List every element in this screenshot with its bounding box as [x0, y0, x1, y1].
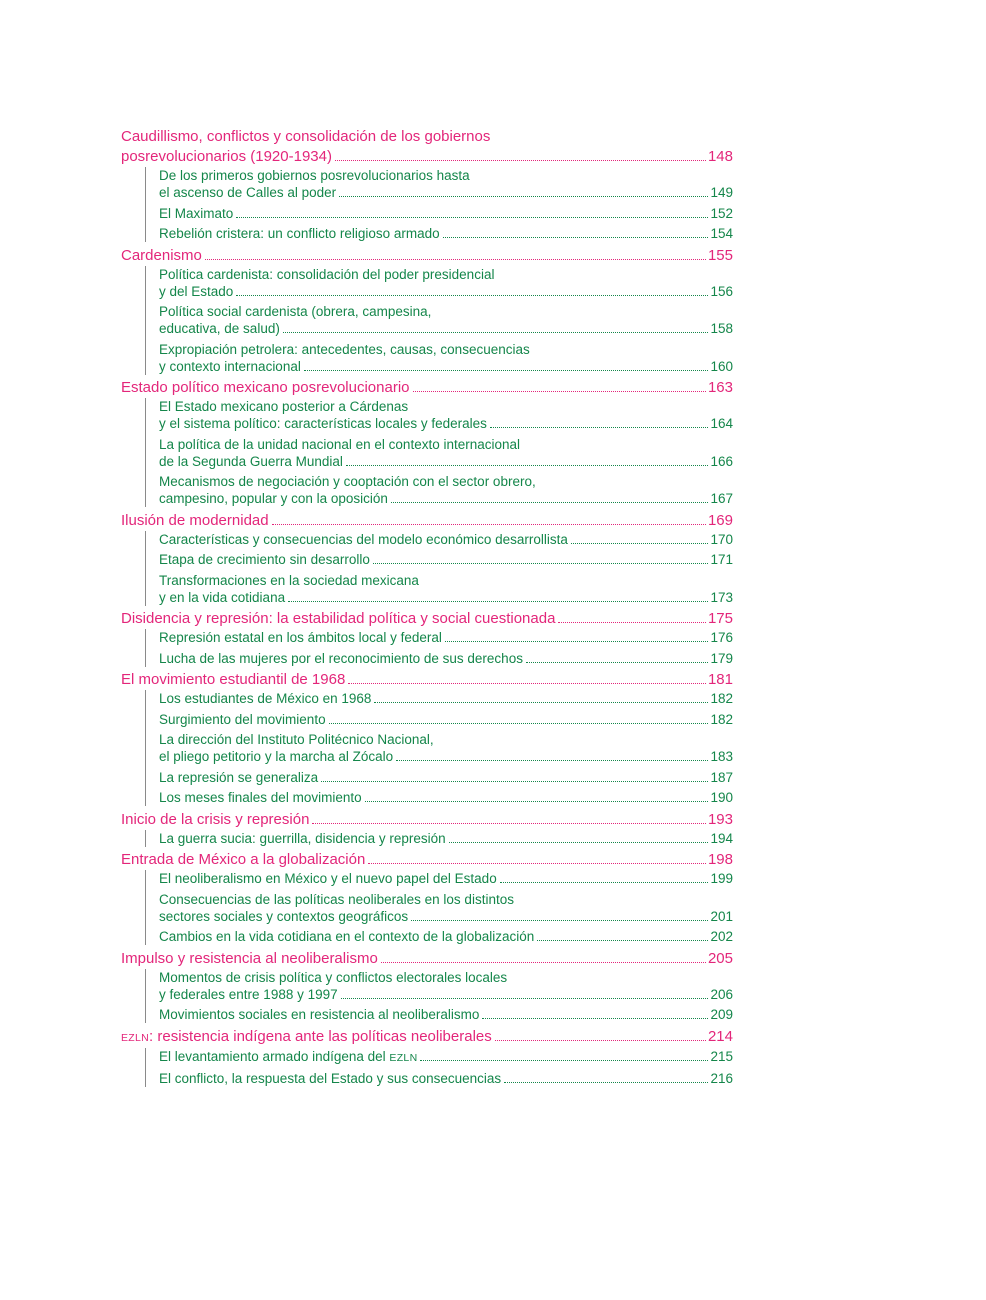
entry-line-leader — [159, 283, 733, 300]
entry-text — [159, 1006, 479, 1023]
entry-line-leader — [159, 415, 733, 432]
entry-line-leader — [121, 147, 733, 167]
entry-line-leader — [159, 531, 733, 548]
entry-text — [121, 147, 332, 167]
dot-leader — [348, 682, 706, 684]
dot-leader — [312, 822, 706, 824]
entry-line: Consecuencias de las políticas neoliberales en los distintos — [159, 891, 514, 907]
entry-text-main: Entrada de México a la globalización — [121, 851, 366, 868]
chapter-entry[interactable] — [121, 511, 733, 531]
entry-line-leader — [159, 748, 733, 765]
subsection-entry[interactable] — [159, 870, 733, 887]
subsection-list — [145, 690, 733, 806]
entry-line-leader — [159, 225, 733, 242]
page-number: 173 — [710, 589, 733, 605]
page-number: 175 — [707, 610, 733, 627]
subsection-entry[interactable] — [159, 531, 733, 548]
entry-text — [159, 789, 362, 806]
entry-text-main: y del Estado — [159, 283, 234, 299]
entry-text — [159, 1048, 417, 1067]
dot-leader — [365, 800, 709, 802]
page-number: 167 — [710, 491, 733, 506]
subsection-entry[interactable] — [159, 629, 733, 646]
entry-line-leader — [159, 650, 733, 667]
entry-text — [159, 225, 440, 242]
entry-line: Expropiación petrolera: antecedentes, causas, consecuencias — [159, 341, 530, 357]
dot-leader — [495, 1039, 706, 1041]
entry-text-main: Ilusión de modernidad — [121, 511, 269, 529]
entry-line-leader — [159, 1048, 733, 1067]
table-of-contents — [121, 127, 733, 1091]
page-number: 187 — [710, 769, 733, 785]
entry-text — [159, 490, 388, 507]
dot-leader — [420, 1059, 708, 1061]
page-number: 198 — [707, 851, 733, 868]
entry-line-leader — [159, 711, 733, 728]
toc-section — [121, 246, 733, 375]
entry-line-leader — [159, 908, 733, 925]
toc-section — [121, 670, 733, 806]
subsection-entry[interactable] — [159, 891, 733, 925]
toc-section — [121, 378, 733, 507]
entry-line: La política de la unidad nacional en el contexto internacional — [159, 436, 521, 452]
entry-text-main: educativa, de salud) — [159, 321, 280, 336]
subsection-entry[interactable] — [159, 551, 733, 568]
entry-line: Momentos de crisis política y conflictos electorales locales — [159, 969, 508, 985]
toc-section — [121, 609, 733, 667]
dot-leader — [490, 426, 709, 428]
entry-line-leader — [121, 246, 733, 266]
entry-text-main: y contexto internacional — [159, 358, 301, 374]
entry-text-main: Características y consecuencias del modelo económico desarrollista — [159, 531, 568, 547]
subsection-entry[interactable] — [159, 690, 733, 707]
entry-line: De los primeros gobiernos posrevolucionarios hasta — [159, 168, 470, 183]
subsection-entry[interactable] — [159, 572, 733, 606]
entry-text — [159, 415, 487, 432]
entry-text — [159, 870, 497, 887]
entry-line-leader — [159, 690, 733, 707]
subsection-entry[interactable] — [159, 473, 733, 507]
dot-leader — [205, 258, 706, 260]
page-number: 160 — [710, 358, 733, 374]
subsection-entry[interactable] — [159, 789, 733, 806]
page-number: 171 — [710, 552, 733, 567]
entry-text-main: Los meses finales del movimiento — [159, 790, 362, 805]
entry-line-leader — [159, 986, 733, 1003]
subsection-list — [145, 969, 733, 1024]
entry-text — [159, 589, 285, 606]
entry-line-leader — [159, 789, 733, 806]
entry-text — [121, 949, 378, 969]
chapter-entry[interactable] — [121, 609, 733, 629]
entry-text-main: Estado político mexicano posrevolucionario — [121, 379, 410, 396]
entry-text-main: de la Segunda Guerra Mundial — [159, 453, 343, 469]
entry-text — [121, 810, 309, 830]
entry-text-main: El neoliberalismo en México y el nuevo papel del Estado — [159, 871, 497, 886]
subsection-list — [145, 266, 733, 375]
dot-leader — [335, 159, 706, 161]
page-number: 182 — [710, 691, 733, 706]
subsection-list — [145, 1048, 733, 1088]
page-number: 164 — [710, 416, 733, 431]
dot-leader — [272, 523, 706, 525]
small-caps-acronym: EZLN — [389, 1051, 418, 1064]
entry-line-leader — [159, 358, 733, 375]
entry-text-main: Los estudiantes de México en 1968 — [159, 691, 372, 706]
subsection-entry[interactable] — [159, 266, 733, 300]
chapter-entry[interactable] — [121, 810, 733, 830]
subsection-entry[interactable] — [159, 398, 733, 432]
dot-leader — [526, 661, 709, 663]
page-number: 194 — [710, 830, 733, 846]
dot-leader — [321, 780, 708, 782]
toc-section — [121, 810, 733, 847]
entry-line-leader — [159, 320, 733, 337]
subsection-entry[interactable] — [159, 205, 733, 222]
entry-text-main: Cambios en la vida cotidiana en el contexto de la globalización — [159, 929, 535, 944]
dot-leader — [339, 195, 708, 197]
dot-leader — [304, 369, 709, 371]
chapter-entry[interactable] — [121, 949, 733, 969]
subsection-list — [145, 398, 733, 507]
page-number: 166 — [710, 453, 733, 469]
dot-leader — [288, 600, 708, 602]
toc-section — [121, 511, 733, 606]
entry-line: Política social cardenista (obrera, campesina, — [159, 304, 432, 319]
entry-text-main: posrevolucionarios (1920-1934) — [121, 148, 332, 165]
entry-text — [121, 609, 555, 629]
entry-line-leader — [121, 949, 733, 969]
entry-text — [159, 1070, 501, 1087]
page-number: 163 — [707, 379, 733, 396]
entry-line: La dirección del Instituto Politécnico Nacional, — [159, 732, 434, 747]
entry-line-leader — [121, 850, 733, 870]
entry-text-main: Impulso y resistencia al neoliberalismo — [121, 949, 378, 967]
entry-line-leader — [159, 551, 733, 568]
entry-line-leader — [121, 1027, 733, 1048]
entry-text-main: y el sistema político: características locales y federales — [159, 416, 487, 431]
toc-section — [121, 850, 733, 945]
dot-leader — [558, 621, 706, 623]
entry-line: Transformaciones en la sociedad mexicana — [159, 572, 419, 588]
page-number: 176 — [710, 630, 733, 645]
page-number: 169 — [707, 511, 733, 529]
entry-line-leader — [121, 810, 733, 830]
subsection-entry[interactable] — [159, 225, 733, 242]
page-number: 152 — [710, 205, 733, 221]
page-number: 182 — [710, 711, 733, 727]
entry-line-leader — [121, 378, 733, 398]
entry-line: Caudillismo, conflictos y consolidación de los gobiernos — [121, 128, 491, 145]
subsection-entry[interactable] — [159, 928, 733, 945]
page-number: 193 — [707, 810, 733, 828]
entry-text — [159, 283, 233, 300]
entry-text — [121, 246, 202, 266]
page-number: 155 — [707, 246, 733, 264]
entry-line: El Estado mexicano posterior a Cárdenas — [159, 399, 409, 414]
entry-text-main: Inicio de la crisis y represión — [121, 810, 310, 828]
entry-line-leader — [159, 184, 733, 201]
entry-text — [121, 511, 269, 531]
entry-text-main: campesino, popular y con la oposición — [159, 491, 388, 506]
toc-section — [121, 949, 733, 1024]
entry-text — [159, 358, 301, 375]
entry-text — [159, 205, 233, 222]
entry-line-leader — [159, 589, 733, 606]
entry-line-leader — [159, 205, 733, 222]
page-number: 202 — [710, 929, 733, 944]
page-number: 148 — [707, 148, 733, 165]
entry-text-main: Lucha de las mujeres por el reconocimiento de sus derechos — [159, 650, 523, 666]
entry-text-main: Surgimiento del movimiento — [159, 711, 326, 727]
page-number: 179 — [710, 650, 733, 666]
page-number: 158 — [710, 321, 733, 336]
chapter-entry[interactable] — [121, 850, 733, 870]
entry-text-main: Cardenismo — [121, 246, 202, 264]
dot-leader — [413, 390, 706, 392]
entry-text-main: Etapa de crecimiento sin desarrollo — [159, 552, 370, 567]
entry-text-main: El Maximato — [159, 205, 234, 221]
subsection-list — [145, 870, 733, 945]
page-number: 199 — [710, 871, 733, 886]
entry-line-leader — [159, 830, 733, 847]
toc-section — [121, 1027, 733, 1088]
subsection-list — [145, 629, 733, 667]
page-number: 156 — [710, 283, 733, 299]
entry-text — [159, 320, 280, 337]
subsection-entry[interactable] — [159, 769, 733, 786]
page-number: 214 — [707, 1027, 733, 1045]
subsection-entry[interactable] — [159, 341, 733, 375]
entry-text-main: El movimiento estudiantil de 1968 — [121, 671, 346, 688]
dot-leader — [411, 919, 708, 921]
page-number: 149 — [710, 185, 733, 200]
subsection-list — [145, 531, 733, 606]
page-number: 190 — [710, 790, 733, 805]
subsection-entry[interactable] — [159, 1070, 733, 1087]
dot-leader — [500, 881, 709, 883]
entry-text — [159, 986, 338, 1003]
subsection-entry[interactable] — [159, 303, 733, 337]
entry-text-main: El levantamiento armado indígena del — [159, 1048, 390, 1064]
chapter-entry[interactable] — [121, 378, 733, 398]
subsection-entry[interactable] — [159, 969, 733, 1003]
entry-line: Política cardenista: consolidación del poder presidencial — [159, 266, 495, 282]
page-number: 181 — [707, 671, 733, 688]
subsection-entry[interactable] — [159, 1006, 733, 1023]
small-caps-acronym: EZLN — [121, 1031, 150, 1044]
subsection-entry[interactable] — [159, 711, 733, 728]
entry-text — [121, 1027, 492, 1048]
entry-text — [121, 378, 410, 398]
entry-text — [121, 670, 345, 690]
entry-line-leader — [121, 609, 733, 629]
entry-line-leader — [159, 870, 733, 887]
entry-text — [159, 748, 393, 765]
dot-leader — [236, 294, 708, 296]
page-number: 205 — [707, 949, 733, 967]
dot-leader — [329, 722, 709, 724]
entry-text — [159, 711, 326, 728]
page-number: 216 — [710, 1071, 733, 1086]
dot-leader — [537, 939, 708, 941]
dot-leader — [443, 236, 709, 238]
dot-leader — [373, 562, 709, 564]
entry-line-leader — [159, 769, 733, 786]
dot-leader — [374, 701, 708, 703]
chapter-entry[interactable] — [121, 670, 733, 690]
entry-text-main: sectores sociales y contextos geográficos — [159, 908, 409, 924]
dot-leader — [449, 841, 709, 843]
dot-leader — [346, 464, 709, 466]
entry-text — [159, 908, 408, 925]
entry-text — [159, 551, 370, 568]
dot-leader — [396, 759, 708, 761]
toc-section — [121, 127, 733, 242]
entry-text-main: y en la vida cotidiana — [159, 589, 286, 605]
dot-leader — [571, 542, 709, 544]
dot-leader — [283, 331, 709, 333]
dot-leader — [504, 1081, 708, 1083]
entry-text — [159, 928, 534, 945]
page-number: 154 — [710, 226, 733, 241]
entry-text — [159, 531, 568, 548]
entry-line-leader — [159, 1006, 733, 1023]
subsection-entry[interactable] — [159, 731, 733, 765]
entry-text-main: Movimientos sociales en resistencia al neoliberalismo — [159, 1007, 480, 1022]
entry-text-main: El conflicto, la respuesta del Estado y sus consecuencias — [159, 1071, 502, 1086]
entry-text — [159, 184, 336, 201]
entry-line-leader — [159, 490, 733, 507]
page-number: 209 — [710, 1007, 733, 1022]
entry-line-leader — [159, 629, 733, 646]
entry-line-leader — [159, 928, 733, 945]
entry-text-main: y federales entre 1988 y 1997 — [159, 986, 338, 1002]
dot-leader — [236, 216, 708, 218]
chapter-entry[interactable] — [121, 246, 733, 266]
entry-text — [159, 769, 318, 786]
subsection-list — [145, 830, 733, 847]
entry-text — [159, 629, 442, 646]
entry-text — [159, 453, 343, 470]
page-number: 206 — [710, 986, 733, 1002]
entry-text-main: La guerra sucia: guerrilla, disidencia y represión — [159, 830, 446, 846]
page-number: 201 — [710, 908, 733, 924]
entry-text — [159, 830, 446, 847]
subsection-list — [145, 167, 733, 242]
entry-line-leader — [121, 511, 733, 531]
page-number: 170 — [710, 531, 733, 547]
entry-line-leader — [159, 1070, 733, 1087]
dot-leader — [368, 862, 706, 864]
subsection-entry[interactable] — [159, 167, 733, 201]
subsection-entry[interactable] — [159, 436, 733, 470]
entry-text-main: : resistencia indígena ante las políticas neoliberales — [149, 1027, 492, 1045]
entry-text-main: el pliego petitorio y la marcha al Zócalo — [159, 749, 394, 764]
chapter-entry[interactable] — [121, 127, 733, 167]
entry-text — [159, 690, 371, 707]
entry-line-leader — [121, 670, 733, 690]
subsection-entry[interactable] — [159, 830, 733, 847]
entry-text — [121, 850, 365, 870]
entry-text — [159, 650, 523, 667]
dot-leader — [391, 501, 709, 503]
dot-leader — [445, 640, 709, 642]
chapter-entry[interactable] — [121, 1027, 733, 1048]
dot-leader — [482, 1017, 708, 1019]
entry-text-main: Rebelión cristera: un conflicto religioso armado — [159, 226, 440, 241]
entry-line: Mecanismos de negociación y cooptación con el sector obrero, — [159, 474, 536, 489]
page-number: 183 — [710, 749, 733, 764]
subsection-entry[interactable] — [159, 650, 733, 667]
entry-text-main: Represión estatal en los ámbitos local y federal — [159, 630, 442, 645]
entry-text-main: el ascenso de Calles al poder — [159, 185, 337, 200]
subsection-entry[interactable] — [159, 1048, 733, 1067]
dot-leader — [381, 961, 706, 963]
entry-text-main: Disidencia y represión: la estabilidad política y social cuestionada — [121, 610, 556, 627]
dot-leader — [341, 997, 709, 999]
entry-text-main: La represión se generaliza — [159, 769, 319, 785]
entry-line-leader — [159, 453, 733, 470]
page-number: 215 — [710, 1048, 733, 1064]
